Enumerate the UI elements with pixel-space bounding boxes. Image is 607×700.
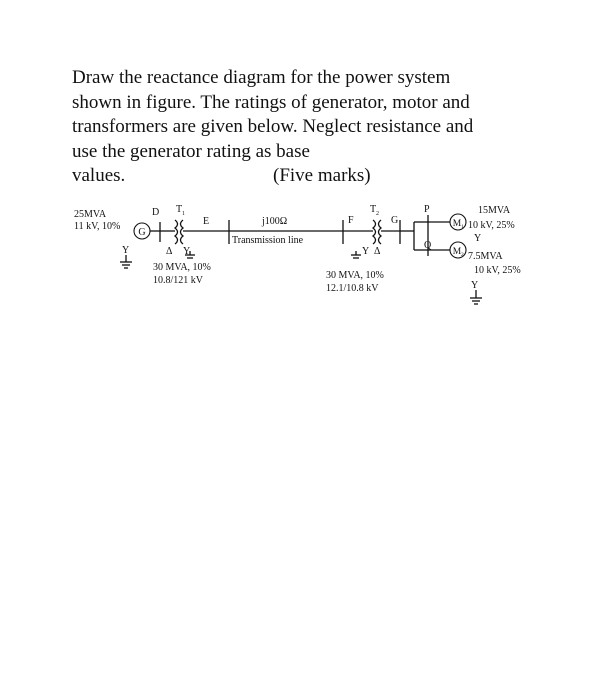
t2-name: T [370, 204, 377, 215]
t1-kv: 10.8/121 kV [153, 275, 203, 286]
bus-g-label: G [391, 215, 399, 226]
question-line-4: use the generator rating as base [72, 140, 310, 162]
motor-m2-symbol: M [452, 247, 462, 257]
motor-m2-connection: Y [471, 280, 479, 291]
generator-mva: 25MVA [74, 209, 107, 220]
t2-mva: 30 MVA, 10% [326, 270, 384, 281]
question-last-line: values. [72, 165, 126, 186]
motor-m1-symbol: M [452, 219, 462, 229]
generator [134, 223, 150, 239]
bus-p-label: P [424, 204, 430, 215]
question-text [72, 66, 542, 189]
motor-m1-mva: 15MVA [478, 205, 511, 216]
motor-m1-kv: 10 kV, 25% [468, 220, 515, 231]
bus-f-label: F [348, 215, 354, 226]
motor-m2-ground-icon [470, 290, 482, 304]
question-line-5 [72, 164, 542, 189]
motor-m2 [450, 242, 466, 258]
t2-right-connection: Δ [374, 246, 381, 257]
question-line-3: transformers are given below. Neglect resistance and [72, 116, 474, 137]
question-line-1: Draw the reactance diagram for the power system [72, 67, 451, 88]
motor-m2-mva: 7.5MVA [468, 251, 503, 262]
bus-q-label: Q [424, 240, 432, 251]
generator-symbol: G [138, 227, 146, 238]
generator-ground-icon [120, 255, 132, 268]
question-line-2: shown in figure. The ratings of generator, motor and [72, 91, 470, 113]
motor-connection-label: Y [474, 233, 482, 244]
motor-m2-subscript: 2 [461, 252, 464, 258]
t1-right-connection: Y [183, 246, 191, 257]
single-line-diagram [66, 198, 556, 323]
motor-m1-subscript: 1 [461, 224, 464, 230]
motor-m1 [450, 214, 466, 230]
bus-e-label: E [203, 216, 210, 227]
line-impedance: j100Ω [262, 216, 288, 227]
t1-mva: 30 MVA, 10% [153, 262, 211, 273]
transformer-t1-icon [175, 220, 183, 244]
generator-connection: Y [122, 245, 130, 256]
transformer-t2-icon [373, 220, 381, 244]
bus-d-label: D [152, 207, 160, 218]
line-label: Transmission line [232, 235, 304, 246]
t2-kv: 12.1/10.8 kV [326, 283, 379, 294]
t2-ground-icon [351, 251, 361, 258]
t1-name: T [176, 204, 183, 215]
t1-subscript: 1 [182, 211, 185, 217]
motor-m2-kv: 10 kV, 25% [474, 265, 521, 276]
marks-label: (Five marks) [273, 165, 371, 186]
t1-left-connection: Δ [166, 246, 173, 257]
t2-left-connection: Y [362, 246, 370, 257]
generator-kv: 11 kV, 10% [74, 221, 121, 232]
t2-subscript: 2 [376, 211, 379, 217]
